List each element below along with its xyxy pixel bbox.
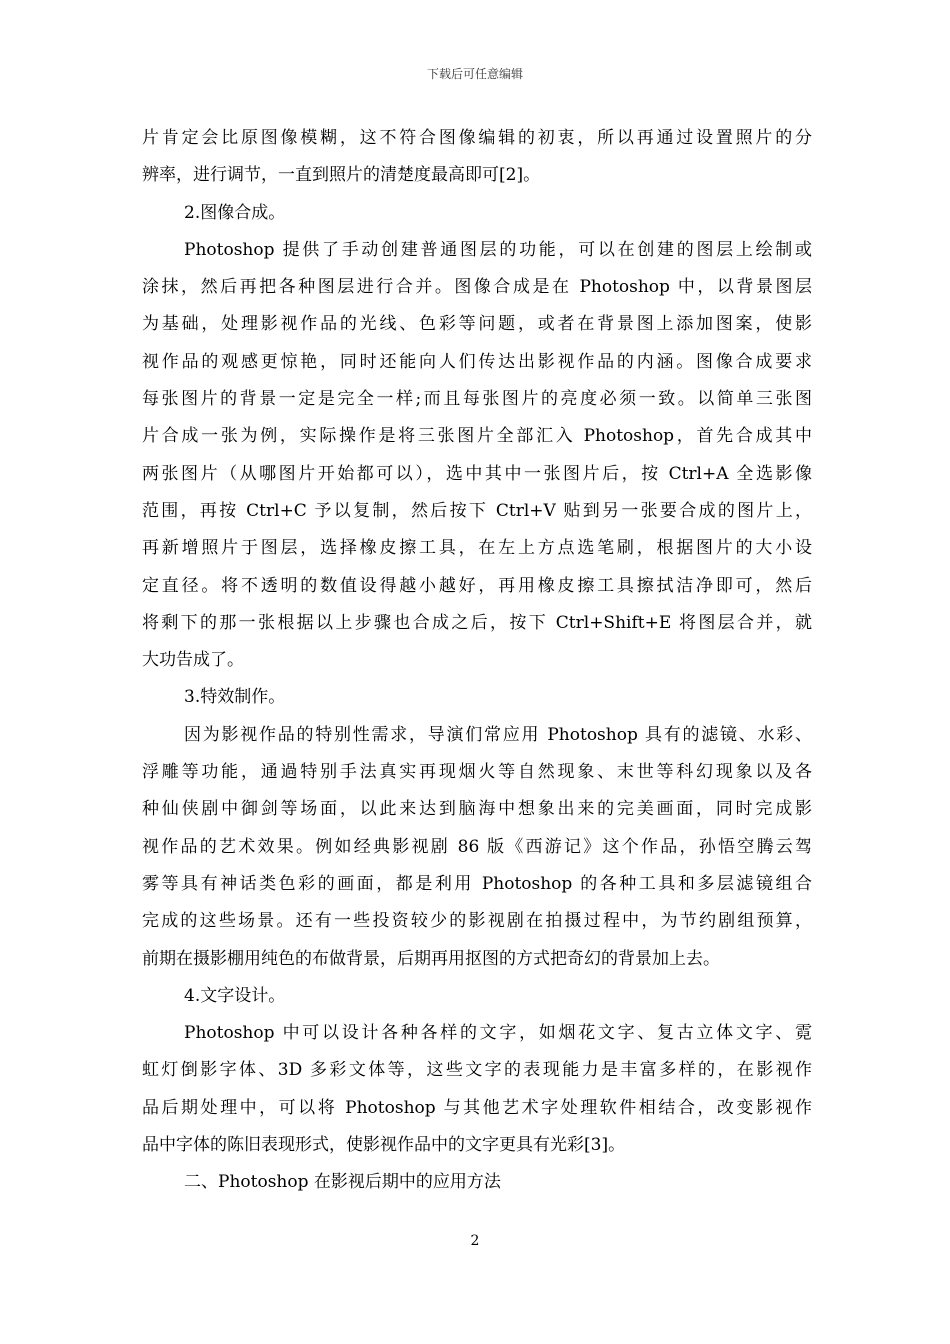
- page-number: 2: [470, 1233, 480, 1249]
- section-heading: [142, 679, 812, 716]
- text-line: 定直径。将不透明的数值设得越小越好，再用橡皮擦工具擦拭洁净即可，然后: [142, 575, 812, 596]
- paragraph: [142, 1015, 812, 1164]
- text-line: 再新增照片于图层，选择橡皮擦工具，在左上方点选笔刷，根据图片的大小设: [142, 538, 812, 559]
- text-line: 片合成一张为例，实际操作是将三张图片全部汇入 Photoshop，首先合成其中: [142, 426, 812, 447]
- text-line: 范围，再按 Ctrl+C 予以复制，然后按下 Ctrl+V 贴到另一张要合成的图片上，: [142, 500, 812, 521]
- text-line: 二、Photoshop 在影视后期中的应用方法: [184, 1172, 501, 1193]
- text-line: 前期在摄影棚用纯色的布做背景，后期再用抠图的方式把奇幻的背景加上去。: [142, 948, 720, 969]
- chapter-heading: [142, 1164, 812, 1201]
- text-line: 每张图片的背景一定是完全一样;而且每张图片的亮度必须一致。以简单三张图: [142, 389, 812, 410]
- text-line: Photoshop 中可以设计各种各样的文字，如烟花文字、复古立体文字、霓: [184, 1023, 812, 1044]
- text-line: 片肯定会比原图像模糊，这不符合图像编辑的初衷，所以再通过设置照片的分: [142, 128, 812, 148]
- text-line: 大功告成了。: [142, 650, 244, 671]
- text-line: 因为影视作品的特别性需求，导演们常应用 Photoshop 具有的滤镜、水彩、: [184, 724, 812, 745]
- text-line: 视作品的观感更惊艳，同时还能向人们传达出影视作品的内涵。图像合成要求: [142, 351, 812, 372]
- paragraph: [142, 232, 812, 680]
- text-line: 雾等具有神话类色彩的画面，都是利用 Photoshop 的各种工具和多层滤镜组合: [142, 873, 812, 894]
- text-line: 浮雕等功能，通過特别手法真实再现烟火等自然现象、末世等科幻现象以及各: [142, 762, 812, 783]
- document-body: [142, 120, 812, 1202]
- text-line: 品中字体的陈旧表现形式，使影视作品中的文字更具有光彩[3]。: [142, 1135, 626, 1156]
- text-line: 完成的这些场景。还有一些投资较少的影视剧在拍摄过程中，为节约剧组预算，: [142, 911, 812, 932]
- paragraph: [142, 120, 812, 195]
- text-line: 3.特效制作。: [184, 687, 286, 708]
- text-line: 涂抹，然后再把各种图层进行合并。图像合成是在 Photoshop 中，以背景图层: [142, 277, 812, 298]
- text-line: Photoshop 提供了手动创建普通图层的功能，可以在创建的图层上绘制或: [184, 239, 812, 260]
- text-line: 视作品的艺术效果。例如经典影视剧 86 版《西游记》这个作品，孙悟空腾云驾: [142, 836, 812, 857]
- page-header: 下载后可任意编辑: [426, 67, 523, 81]
- paragraph: [142, 717, 812, 978]
- text-line: 将剩下的那一张根据以上步骤也合成之后，按下 Ctrl+Shift+E 将图层合并，就: [142, 612, 812, 633]
- text-line: 4.文字设计。: [184, 985, 286, 1006]
- section-heading: [142, 978, 812, 1015]
- section-heading: [142, 195, 812, 232]
- text-line: 2.图像合成。: [184, 202, 286, 223]
- text-line: 种仙侠剧中御剑等场面，以此来达到脑海中想象出来的完美画面，同时完成影: [142, 799, 812, 820]
- text-line: 两张图片（从哪图片开始都可以），选中其中一张图片后，按 Ctrl+A 全选影像: [142, 463, 812, 484]
- text-line: 品后期处理中，可以将 Photoshop 与其他艺术字处理软件相结合，改变影视作: [142, 1097, 812, 1118]
- text-line: 为基础，处理影视作品的光线、色彩等问题，或者在背景图上添加图案，使影: [142, 314, 812, 335]
- text-line: 虹灯倒影字体、3D 多彩文体等，这些文字的表现能力是丰富多样的，在影视作: [142, 1060, 812, 1081]
- text-line: 辨率，进行调节，一直到照片的清楚度最高即可[2]。: [142, 165, 541, 186]
